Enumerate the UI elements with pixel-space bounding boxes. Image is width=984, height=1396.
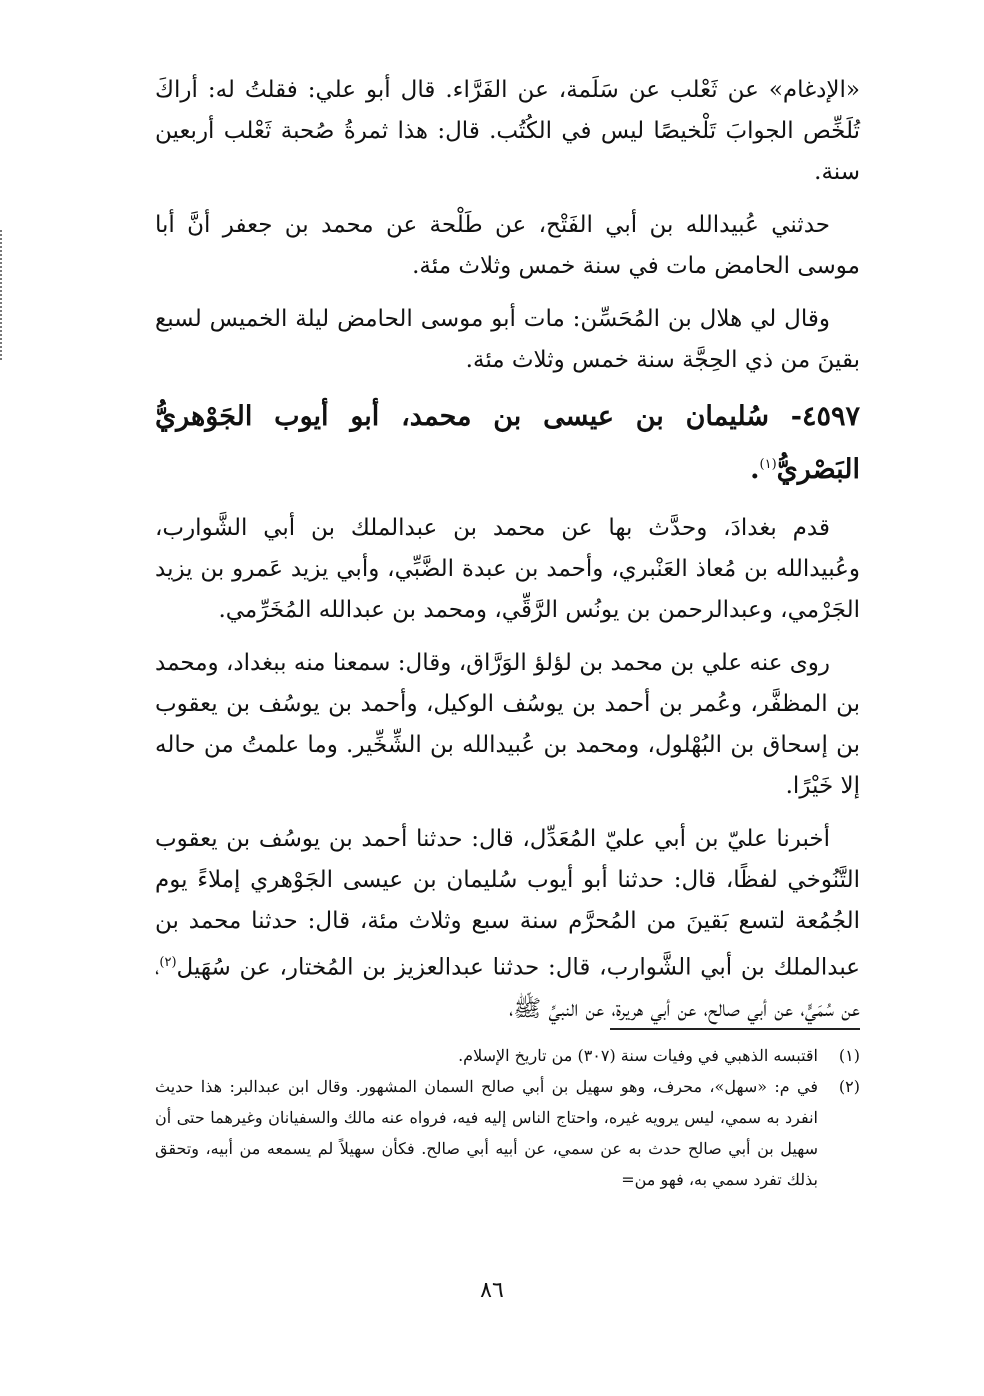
paragraph-5: روى عنه علي بن محمد بن لؤلؤ الوَرَّاق، وقال: سمعنا منه ببغداد، ومحمد بن المظفَّر، وعُمر بن أحمد بن يوسُف الوكيل، وأحمد بن يوسُف بن يعقوب بن إسحاق بن البُهْلول، ومحمد بن عُبيدالله بن الشِّخِّير. وما علمتُ من حاله إلا خَيْرًا. [155, 650, 860, 799]
entry-number: ٤٥٩٧- [790, 401, 861, 432]
footnote-number: (٢) [838, 1077, 860, 1096]
paragraph-4: قدم بغدادَ، وحدَّث بها عن محمد بن عبدالملك بن أبي الشَّوارب، وعُبيدالله بن مُعاذ العَنْبري، وأحمد بن عبدة الضَّبِّي، وأبي يزيد عَمرو بن يزيد الجَرْمي، وعبدالرحمن بن يونُس الرَّقِّي، ومحمد بن عبدالله المُخَرِّمي. [155, 515, 860, 623]
footnote-text: في م: «سهل»، محرف، وهو سهيل بن أبي صالح السمان المشهور. وقال ابن عبدالبر: هذا حديث انفرد به سمي، ليس يرويه غيره، واحتاج الناس إليه فيه، فرواه عنه مالك والسفيانان وغيرهما حتى أن سهيل بن أبي صالح حدث به عن سمي، عن أبيه أبي صالح. فكأن سهيلاً لم يسمعه من أبيه، وتحقق بذلك تفرد سمي به، فهو من= [155, 1077, 818, 1189]
margin-mark [0, 230, 2, 360]
entry-end: . [750, 454, 760, 485]
footnote-number: (١) [838, 1046, 860, 1065]
main-text [155, 70, 860, 1042]
footnote-ref-2: (٢) [159, 955, 177, 970]
paragraph-1: «الإدغام» عن ثَعْلب عن سَلَمة، عن الفَرَّاء. قال أبو علي: فقلتُ له: أراكَ تُلَخِّص الجوابَ تَلْخيصًا ليس في الكُتُب. قال: هذا ثمرةُ صُحبة ثَعْلب أربعين سنة. [155, 77, 860, 185]
paragraph-2: حدثني عُبيدالله بن أبي الفَتْح، عن طَلْحة عن محمد بن جعفر أنَّ أبا موسى الحامض مات في سنة خمس وثلاث مئة. [155, 212, 860, 279]
entry-heading [155, 393, 860, 494]
entry-title: سُليمان بن عيسى بن محمد، أبو أيوب الجَوْهريُّ البَصْريُّ [155, 401, 860, 485]
footnote-divider [610, 1028, 860, 1030]
footnote-ref-1: (١) [759, 457, 777, 472]
paragraph-6-part-1: أخبرنا عليّ بن أبي عليّ المُعَدِّل، قال: حدثنا أحمد بن يوسُف بن يعقوب التَّنُوخي لفظًا، قال: حدثنا أبو أيوب سُليمان بن عيسى الجَوْهري إملاءً يوم الجُمُعة لتسع بَقينَ من المُحرَّم سنة سبع وثلاث مئة، قال: حدثنا محمد بن عبدالملك بن أبي الشَّوارب، قال: حدثنا عبدالعزيز بن المُختار، عن سُهَيل [155, 826, 860, 981]
paragraph-3: وقال لي هلال بن المُحَسِّن: مات أبو موسى الحامض ليلة الخميس لسبع بقينَ من ذي الحِجَّة سنة خمس وثلاث مئة. [155, 306, 860, 373]
footnotes [155, 1040, 860, 1195]
footnote-text: اقتبسه الذهبي في وفيات سنة (٣٠٧) من تاريخ الإسلام. [458, 1046, 818, 1065]
paragraph-6-part-2: ، عن سُمَيٍّ، عن أبي صالح، عن أبي هريرة، عن النبيِّ ﷺ، [155, 954, 860, 1022]
paragraph-6 [155, 819, 860, 1030]
footnote-2 [155, 1071, 860, 1195]
page-number: ٨٦ [480, 1278, 504, 1303]
footnote-1 [155, 1040, 860, 1071]
